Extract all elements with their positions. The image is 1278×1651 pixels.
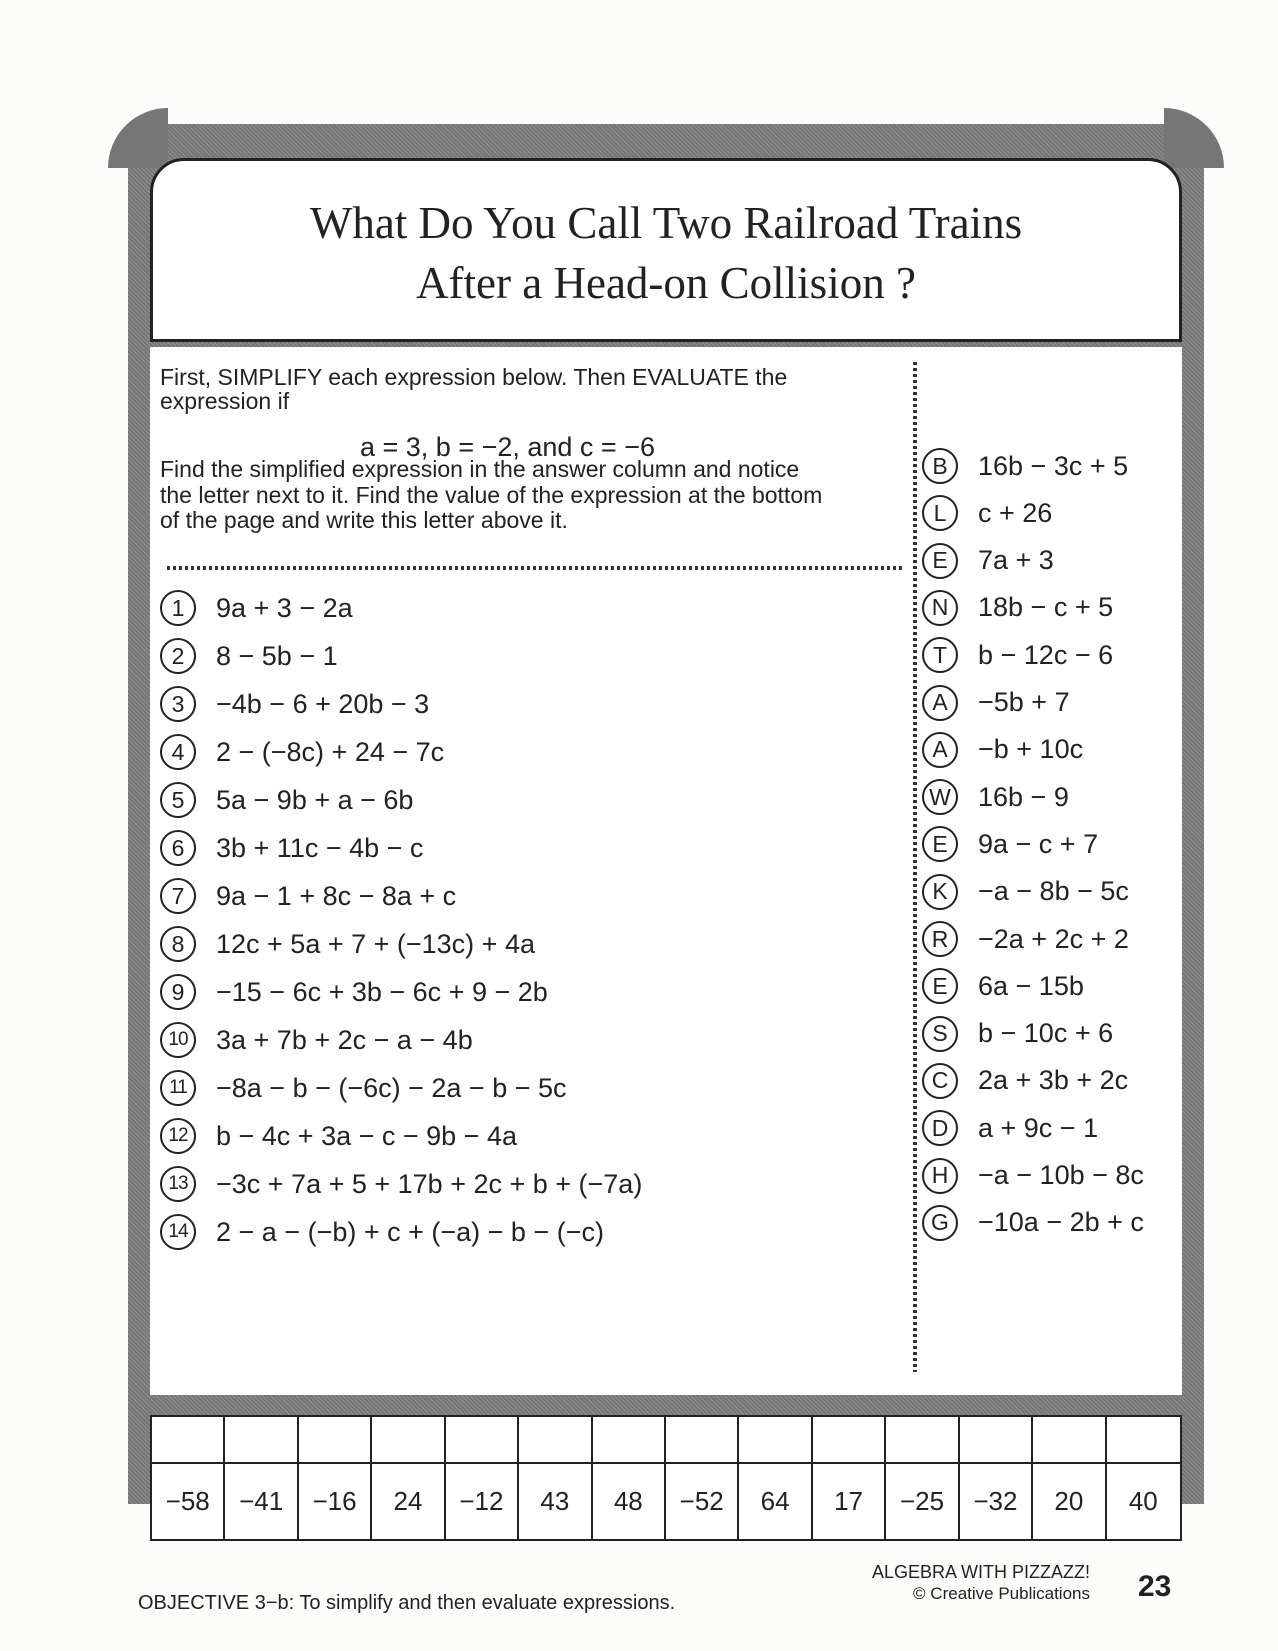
letter-blank[interactable] (519, 1417, 592, 1464)
value-cell: 24 (372, 1464, 445, 1540)
instructions-divider (167, 566, 903, 570)
problem-number: 12 (160, 1118, 196, 1154)
problem-item (160, 1020, 473, 1060)
problem-expression: 5a − 9b + a − 6b (216, 784, 414, 815)
answer-expression: −5b + 7 (978, 687, 1070, 717)
answer-expression: −a − 10b − 8c (978, 1160, 1144, 1190)
problem-number: 1 (160, 590, 196, 626)
title-line-1: What Do You Call Two Railroad Trains (309, 198, 1023, 248)
problem-number: 14 (160, 1214, 196, 1250)
value-cell: 40 (1128, 1485, 1158, 1516)
letter-blank[interactable] (1033, 1417, 1106, 1464)
problem-item (160, 780, 413, 820)
instructions-line-4: the letter next to it. Find the value of the expression at the bottom (160, 482, 823, 508)
value-cell: −58 (152, 1464, 225, 1540)
value-cell: 43 (519, 1464, 592, 1540)
column-divider (913, 362, 917, 1372)
answer-letter: T (922, 637, 958, 673)
problem-expression: −3c + 7a + 5 + 17b + 2c + b + (−7a) (216, 1168, 643, 1199)
value-cell: −52 (666, 1464, 739, 1540)
answer-letter: R (922, 921, 958, 957)
problem-number: 11 (160, 1070, 196, 1106)
answer-table (150, 1415, 1182, 1541)
answer-expression: b − 10c + 6 (978, 1018, 1114, 1049)
problem-expression: 3a + 7b + 2c − a − 4b (216, 1024, 473, 1055)
answer-expression: c + 26 (978, 497, 1053, 528)
answer-expression: 16b − 3c + 5 (978, 450, 1129, 481)
page-number: 23 (1138, 1570, 1172, 1603)
letter-blank[interactable] (372, 1417, 445, 1464)
answer-expression: 18b − c + 5 (978, 592, 1114, 623)
answer-expression: b − 12c − 6 (978, 639, 1114, 670)
letter-blank[interactable] (739, 1417, 812, 1464)
problem-number: 6 (160, 830, 196, 866)
answer-item (922, 1203, 1144, 1243)
answer-expression: 6a − 15b (978, 970, 1084, 1001)
instructions-line-1: First, SIMPLIFY each expression below. Then EVALUATE the (160, 364, 788, 390)
problem-item (160, 1116, 517, 1156)
answer-item (922, 683, 1070, 723)
answer-letter: D (922, 1110, 958, 1146)
problem-item (160, 684, 429, 724)
value-cell: −41 (225, 1464, 298, 1540)
problem-expression: 9a − 1 + 8c − 8a + c (216, 880, 457, 911)
answer-letter: E (922, 968, 958, 1004)
instructions-line-3: Find the simplified expression in the answer column and notice (160, 456, 800, 482)
answer-expression: 2a + 3b + 2c (978, 1065, 1129, 1096)
instructions-line-2: expression if (160, 388, 290, 414)
answer-letter: C (922, 1063, 958, 1099)
answer-expression: −b + 10c (978, 734, 1084, 765)
problem-item (160, 732, 444, 772)
answer-expression: 16b − 9 (978, 781, 1069, 812)
value-cell: 48 (593, 1464, 666, 1540)
answer-letter: A (922, 732, 958, 768)
answer-item (922, 1014, 1113, 1054)
answer-letter: B (922, 448, 958, 484)
answer-expression: −10a − 2b + c (978, 1207, 1144, 1238)
problem-expression: b − 4c + 3a − c − 9b − 4a (216, 1120, 517, 1151)
answer-letter: E (922, 826, 958, 862)
answer-letter: S (922, 1016, 958, 1052)
variable-values: a = 3, b = −2, and c = −6 (360, 432, 655, 462)
problem-number: 8 (160, 926, 196, 962)
letter-blank[interactable] (666, 1417, 739, 1464)
problem-item (160, 1212, 604, 1252)
answer-expression: −a − 8b − 5c (978, 876, 1129, 907)
letter-blank[interactable] (1107, 1417, 1180, 1464)
problem-expression: 2 − a − (−b) + c + (−a) − b − (−c) (216, 1216, 604, 1247)
answer-expression: 9a − c + 7 (978, 828, 1099, 859)
answer-item (922, 541, 1054, 581)
problem-item (160, 924, 535, 964)
problem-expression: −8a − b − (−6c) − 2a − b − 5c (216, 1072, 567, 1103)
answer-expression: −2a + 2c + 2 (978, 923, 1129, 954)
book-title: ALGEBRA WITH PIZZAZZ! (871, 1562, 1090, 1582)
problem-expression: 9a + 3 − 2a (216, 592, 353, 623)
problem-number: 9 (160, 974, 196, 1010)
value-cell: −16 (299, 1464, 372, 1540)
problem-number: 3 (160, 686, 196, 722)
problem-expression: −4b − 6 + 20b − 3 (216, 688, 430, 719)
problem-item (160, 636, 338, 676)
problem-number: 4 (160, 734, 196, 770)
problem-item (160, 588, 353, 628)
answer-item (922, 588, 1113, 628)
letter-blank[interactable] (813, 1417, 886, 1464)
answer-item (922, 493, 1052, 533)
letter-blank[interactable] (299, 1417, 372, 1464)
answer-letter: W (922, 779, 958, 815)
title-line-2: After a Head-on Collision ? (416, 258, 916, 308)
frame-curl-right (1164, 108, 1224, 168)
value-cell: −32 (960, 1464, 1033, 1540)
answer-item (922, 824, 1098, 864)
problem-item (160, 972, 548, 1012)
answer-letter: G (922, 1205, 958, 1241)
problem-number: 7 (160, 878, 196, 914)
letter-blank[interactable] (886, 1417, 959, 1464)
answer-item (922, 872, 1129, 912)
answer-item (922, 730, 1083, 770)
objective-text: OBJECTIVE 3−b: To simplify and then evaluate expressions. (138, 1592, 676, 1614)
answer-letter: N (922, 590, 958, 626)
problem-item (160, 828, 423, 868)
answer-item (922, 1156, 1144, 1196)
problem-expression: 12c + 5a + 7 + (−13c) + 4a (216, 928, 535, 959)
problem-number: 2 (160, 638, 196, 674)
problem-number: 10 (160, 1022, 196, 1058)
answer-expression: 7a + 3 (978, 545, 1054, 576)
title-box (150, 158, 1182, 342)
value-cell: 17 (813, 1464, 886, 1540)
answer-expression: a + 9c − 1 (978, 1112, 1099, 1143)
value-cell: 20 (1033, 1464, 1106, 1540)
letter-blank[interactable] (225, 1417, 298, 1464)
value-cell: −12 (446, 1464, 519, 1540)
problem-number: 13 (160, 1166, 196, 1202)
problem-expression: 2 − (−8c) + 24 − 7c (216, 736, 445, 767)
value-cell: 64 (739, 1464, 812, 1540)
instructions-line-5: of the page and write this letter above it. (160, 507, 568, 533)
answer-item (922, 777, 1069, 817)
answer-item (922, 1108, 1098, 1148)
letter-blank[interactable] (960, 1417, 1033, 1464)
answer-item (922, 635, 1113, 675)
letter-blank[interactable] (446, 1417, 519, 1464)
letter-blank[interactable] (152, 1417, 225, 1464)
problem-item (160, 876, 456, 916)
frame-curl-left (108, 108, 168, 168)
problem-expression: 8 − 5b − 1 (216, 640, 338, 671)
value-cell: −25 (886, 1464, 959, 1540)
answer-letter: H (922, 1158, 958, 1194)
answer-item (922, 966, 1084, 1006)
problem-expression: 3b + 11c − 4b − c (216, 832, 424, 863)
problem-item (160, 1068, 567, 1108)
answer-item (922, 919, 1129, 959)
answer-letter: L (922, 495, 958, 531)
answer-letter: E (922, 543, 958, 579)
problem-number: 5 (160, 782, 196, 818)
answer-letter: A (922, 685, 958, 721)
problem-item (160, 1164, 642, 1204)
letter-blank[interactable] (593, 1417, 666, 1464)
answer-item (922, 446, 1128, 486)
problem-expression: −15 − 6c + 3b − 6c + 9 − 2b (216, 976, 548, 1007)
answer-letter: K (922, 874, 958, 910)
copyright-text: © Creative Publications (913, 1584, 1090, 1603)
answer-item (922, 1061, 1128, 1101)
